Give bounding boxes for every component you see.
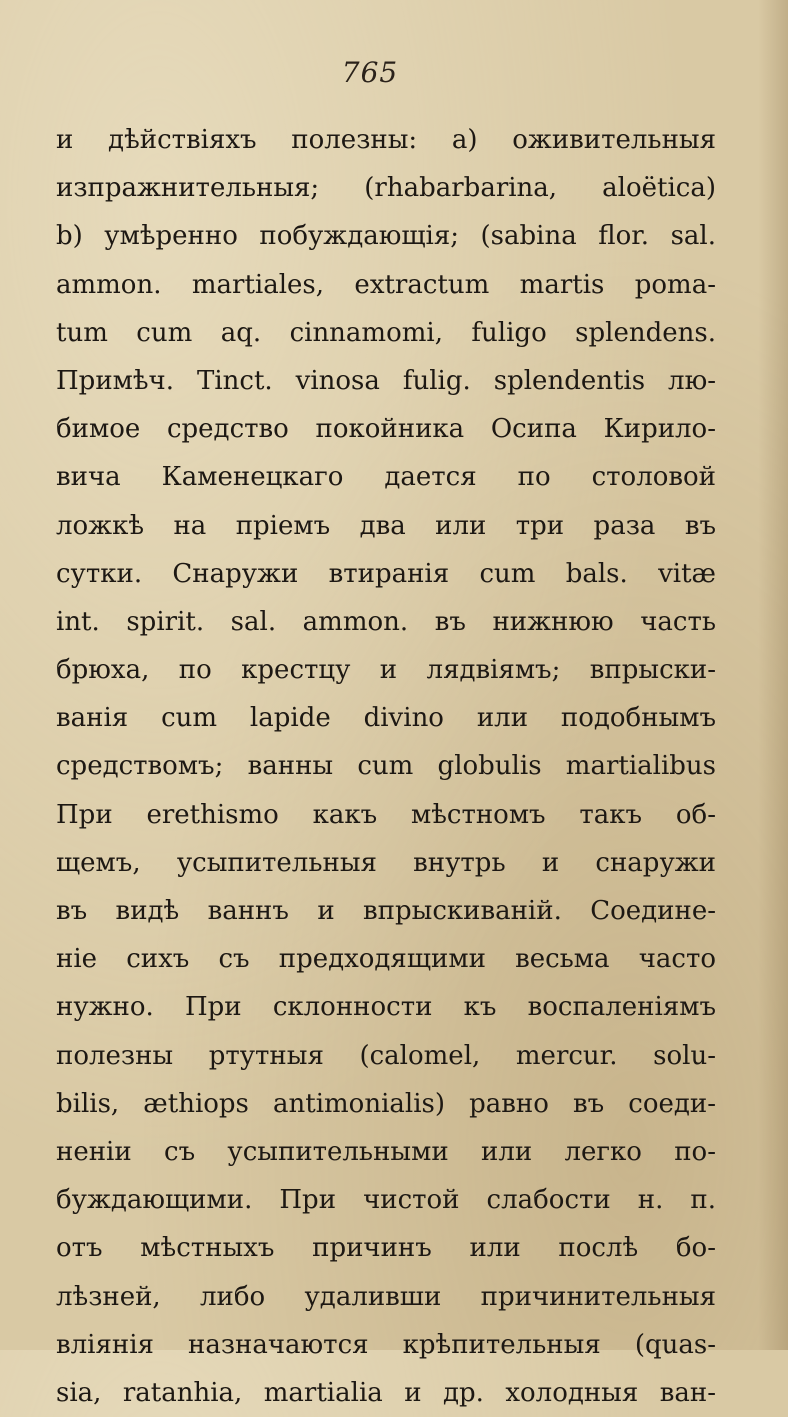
text-line: ніе сихъ съ предходящими весьма часто [56,944,716,975]
text-line: b) умѣренно побуждающія; (sabina flor. sal. [56,221,716,252]
text-line: сутки. Снаружи втиранія cum bals. vitæ [56,558,716,589]
text-line: вича Каменецкаго дается по столовой [56,462,716,493]
page-number: 765 [341,56,399,89]
text-line: Примѣч. Tinct. vinosa fulig. splendentis лю- [56,365,716,396]
text-line: бимое средство покойника Осипа Кирило- [56,414,716,445]
text-line: tum cum aq. cinnamomi, fuligo splendens. [56,317,716,348]
text-line: неніи съ усыпительными или легко по- [56,1136,716,1167]
text-line: брюха, по крестцу и лядвіямъ; впрыски- [56,655,716,686]
text-line: ванія cum lapide divino или подобнымъ [56,703,716,734]
text-line: отъ мѣстныхъ причинъ или послѣ бо- [56,1233,716,1264]
text-line: въ видѣ ваннъ и впрыскиваній. Соедине- [56,896,716,926]
page-edge-shadow [758,0,788,1350]
text-line: средствомъ; ванны cum globulis martialibus [56,751,716,782]
text-line: нужно. При склонности къ воспаленіямъ [56,992,716,1023]
text-line: лѣзней, либо удаливши причинительныя [56,1281,716,1312]
text-line: sia, ratanhia, martialia и др. холодныя ван- [56,1377,716,1408]
text-line: bilis, æthiops antimonialis) равно въ соеди- [56,1088,716,1119]
text-line: и дѣйствіяхъ полезны: а) оживительныя [56,125,716,155]
text-line: ложкѣ на пріемъ два или три раза въ [56,510,716,541]
body-text [56,116,716,1417]
text-line: При erethismo какъ мѣстномъ такъ об- [56,799,716,830]
text-line: изпражнительныя; (rhabarbarina, aloëtica) [56,173,716,204]
text-line: полезны ртутныя (calomel, mercur. solu- [56,1040,716,1071]
text-line: ammon. martiales, extractum martis poma- [56,269,716,300]
text-line: щемъ, усыпительныя внутрь и снаружи [56,847,716,878]
text-line: буждающими. При чистой слабости н. п. [56,1185,716,1216]
text-line: вліянія назначаются крѣпительныя (quas- [56,1329,716,1360]
text-line: int. spirit. sal. ammon. въ нижнюю часть [56,606,716,637]
